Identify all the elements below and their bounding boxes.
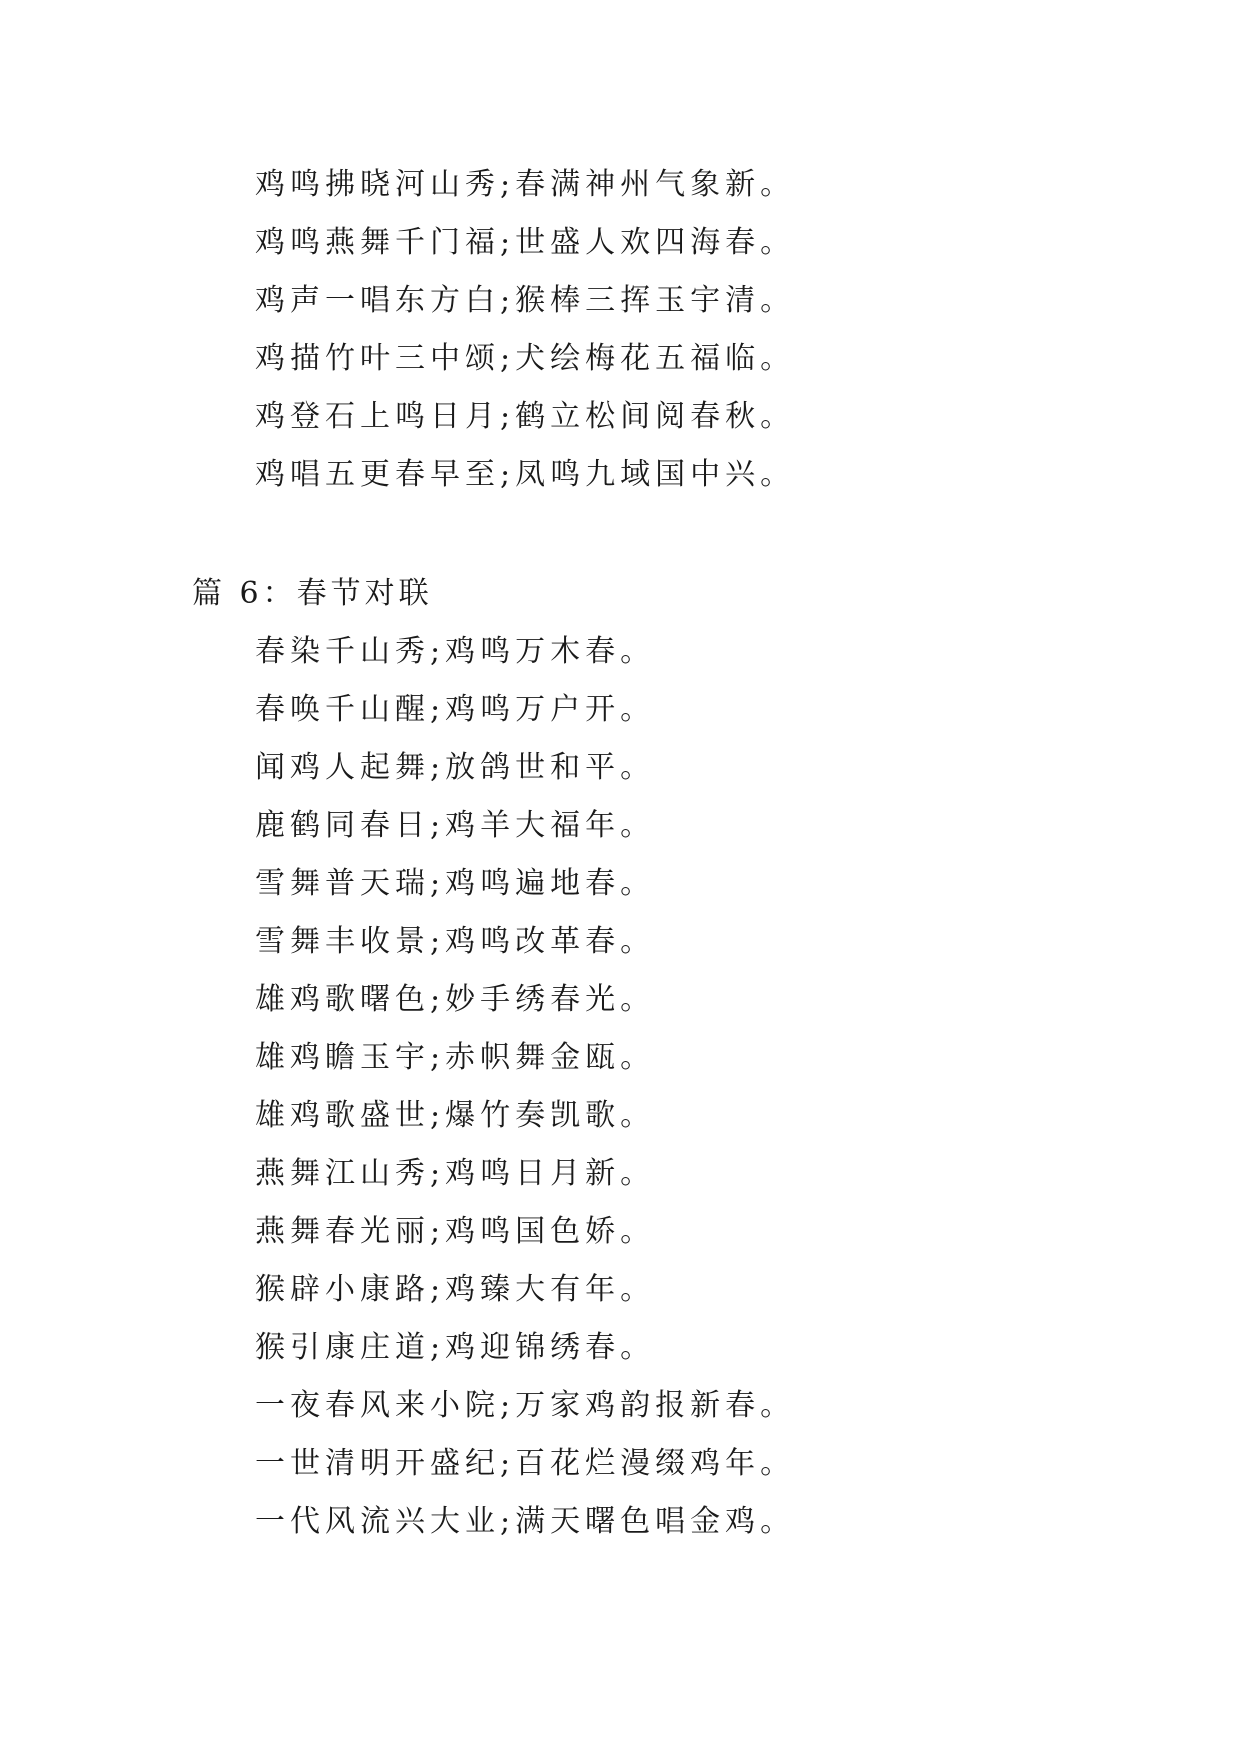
couplet-line: 春染千山秀;鸡鸣万木春。 xyxy=(255,634,656,669)
couplet-line: 鸡声一唱东方白;猴棒三挥玉宇清。 xyxy=(255,283,796,318)
couplet-line: 一代风流兴大业;满天曙色唱金鸡。 xyxy=(255,1504,796,1539)
couplet-line: 雄鸡瞻玉宇;赤帜舞金瓯。 xyxy=(255,1040,656,1075)
section-heading: 篇 6：春节对联 xyxy=(192,576,433,611)
couplet-line: 燕舞江山秀;鸡鸣日月新。 xyxy=(255,1156,656,1191)
couplet-line: 鹿鹤同春日;鸡羊大福年。 xyxy=(255,808,656,843)
couplet-line: 雄鸡歌盛世;爆竹奏凯歌。 xyxy=(255,1098,656,1133)
couplet-line: 春唤千山醒;鸡鸣万户开。 xyxy=(255,692,656,727)
couplet-line: 闻鸡人起舞;放鸽世和平。 xyxy=(255,750,656,785)
couplet-line: 雪舞普天瑞;鸡鸣遍地春。 xyxy=(255,866,656,901)
couplet-line: 鸡登石上鸣日月;鹤立松间阅春秋。 xyxy=(255,399,796,434)
couplet-line: 燕舞春光丽;鸡鸣国色娇。 xyxy=(255,1214,656,1249)
couplet-list-bottom xyxy=(255,623,795,1551)
couplet-line: 猴辟小康路;鸡臻大有年。 xyxy=(255,1272,656,1307)
couplet-line: 鸡描竹叶三中颂;犬绘梅花五福临。 xyxy=(255,341,796,376)
couplet-line: 鸡鸣拂晓河山秀;春满神州气象新。 xyxy=(255,167,796,202)
couplet-line: 鸡唱五更春早至;凤鸣九域国中兴。 xyxy=(255,457,796,492)
couplet-list-top xyxy=(255,156,795,504)
couplet-line: 一世清明开盛纪;百花烂漫缀鸡年。 xyxy=(255,1446,796,1481)
couplet-line: 雪舞丰收景;鸡鸣改革春。 xyxy=(255,924,656,959)
couplet-line: 猴引康庄道;鸡迎锦绣春。 xyxy=(255,1330,656,1365)
couplet-line: 雄鸡歌曙色;妙手绣春光。 xyxy=(255,982,656,1017)
couplet-line: 鸡鸣燕舞千门福;世盛人欢四海春。 xyxy=(255,225,796,260)
couplet-line: 一夜春风来小院;万家鸡韵报新春。 xyxy=(255,1388,796,1423)
